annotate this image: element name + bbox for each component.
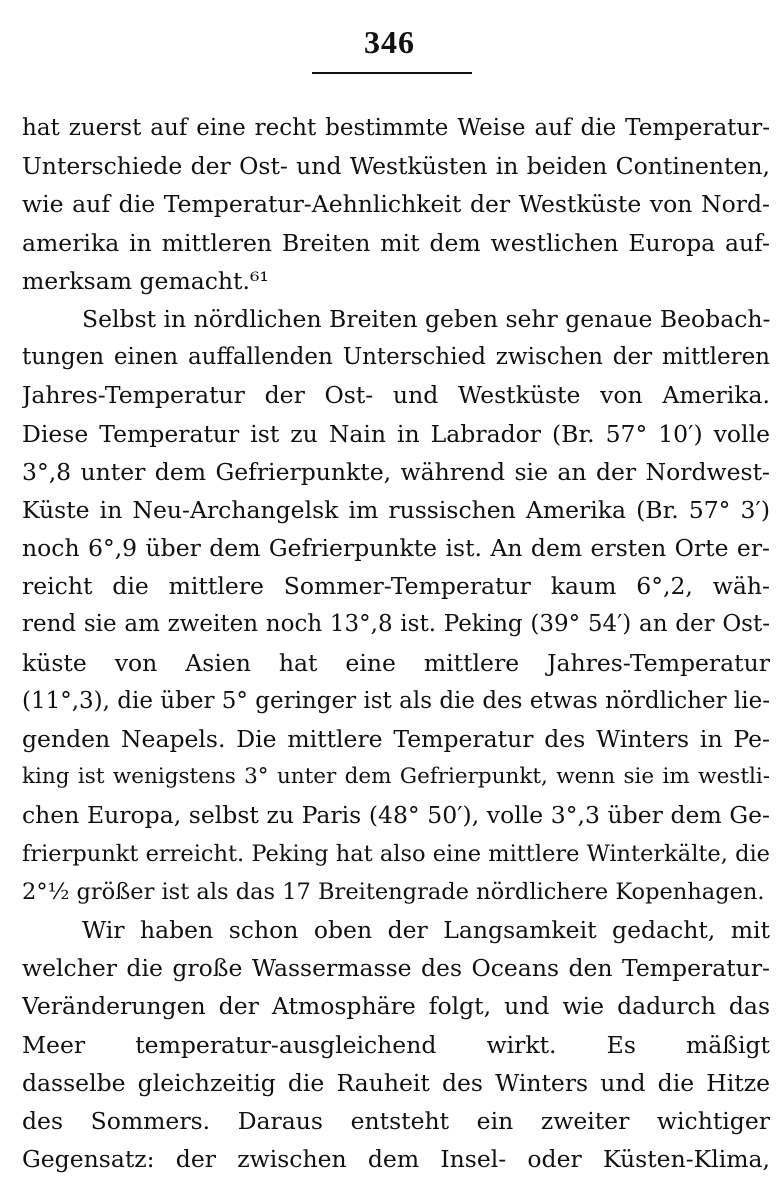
text-line: 3°,8 unter dem Gefrierpunkte, während sie an der Nordwest-: [22, 457, 770, 486]
text-line: hat zuerst auf eine recht bestimmte Weise auf die Temperatur-: [22, 115, 770, 141]
header-rule: [312, 72, 472, 74]
text-line: Veränderungen der Atmosphäre folgt, und wie dadurch das: [22, 992, 770, 1021]
text-line: Diese Temperatur ist zu Nain in Labrador (Br. 57° 10′) volle: [22, 419, 770, 448]
text-line: Unterschiede der Ost- und Westküsten in beiden Continenten,: [22, 152, 770, 181]
text-line: chen Europa, selbst zu Paris (48° 50′), volle 3°,3 über dem Ge-: [22, 801, 770, 830]
text-line: amerika in mittleren Breiten mit dem westlichen Europa auf-: [22, 228, 770, 257]
text-line: Wir haben schon oben der Langsamkeit gedacht, mit: [82, 915, 770, 944]
text-line: reicht die mittlere Sommer-Temperatur kaum 6°,2, wäh-: [22, 572, 770, 601]
text-line: tungen einen auffallenden Unterschied zwischen der mittleren: [22, 344, 770, 371]
text-line: Meer temperatur-ausgleichend wirkt. Es mäßigt: [22, 1030, 770, 1059]
text-line: rend sie am zweiten noch 13°,8 ist. Peking (39° 54′) an der Ost-: [22, 611, 770, 638]
text-line: welcher die große Wassermasse des Oceans den Temperatur-: [22, 954, 770, 983]
text-line: (11°,3), die über 5° geringer ist als die des etwas nördlicher lie-: [22, 687, 770, 714]
page-number: 346: [364, 24, 415, 60]
text-line: Gegensatz: der zwischen dem Insel- oder Küsten-Klima,: [22, 1145, 770, 1174]
text-line: genden Neapels. Die mittlere Temperatur des Winters in Pe-: [22, 725, 770, 753]
text-line: Küste in Neu-Archangelsk im russischen Amerika (Br. 57° 3′): [22, 495, 770, 524]
text-line: king ist wenigstens 3° unter dem Gefrierpunkt, wenn sie im westli-: [22, 764, 770, 790]
text-line: merksam gemacht.⁶¹: [22, 266, 269, 295]
text-line: wie auf die Temperatur-Aehnlichkeit der Westküste von Nord-: [22, 190, 770, 219]
text-line: 2°½ größer ist als das 17 Breitengrade nördlichere Kopenhagen.: [22, 878, 765, 905]
text-line: Jahres-Temperatur der Ost- und Westküste von Amerika.: [22, 381, 770, 410]
body-text: [22, 109, 770, 1178]
text-line: Selbst in nördlichen Breiten geben sehr genaue Beobach-: [82, 304, 770, 333]
text-line: noch 6°,9 über dem Gefrierpunkte ist. An dem ersten Orte er-: [22, 534, 770, 563]
text-line: frierpunkt erreicht. Peking hat also eine mittlere Winterkälte, die: [22, 840, 770, 867]
text-line: küste von Asien hat eine mittlere Jahres-Temperatur: [22, 648, 770, 677]
text-line: des Sommers. Daraus entsteht ein zweiter wichtiger: [22, 1106, 770, 1135]
text-line: dasselbe gleichzeitig die Rauheit des Winters und die Hitze: [22, 1068, 770, 1097]
